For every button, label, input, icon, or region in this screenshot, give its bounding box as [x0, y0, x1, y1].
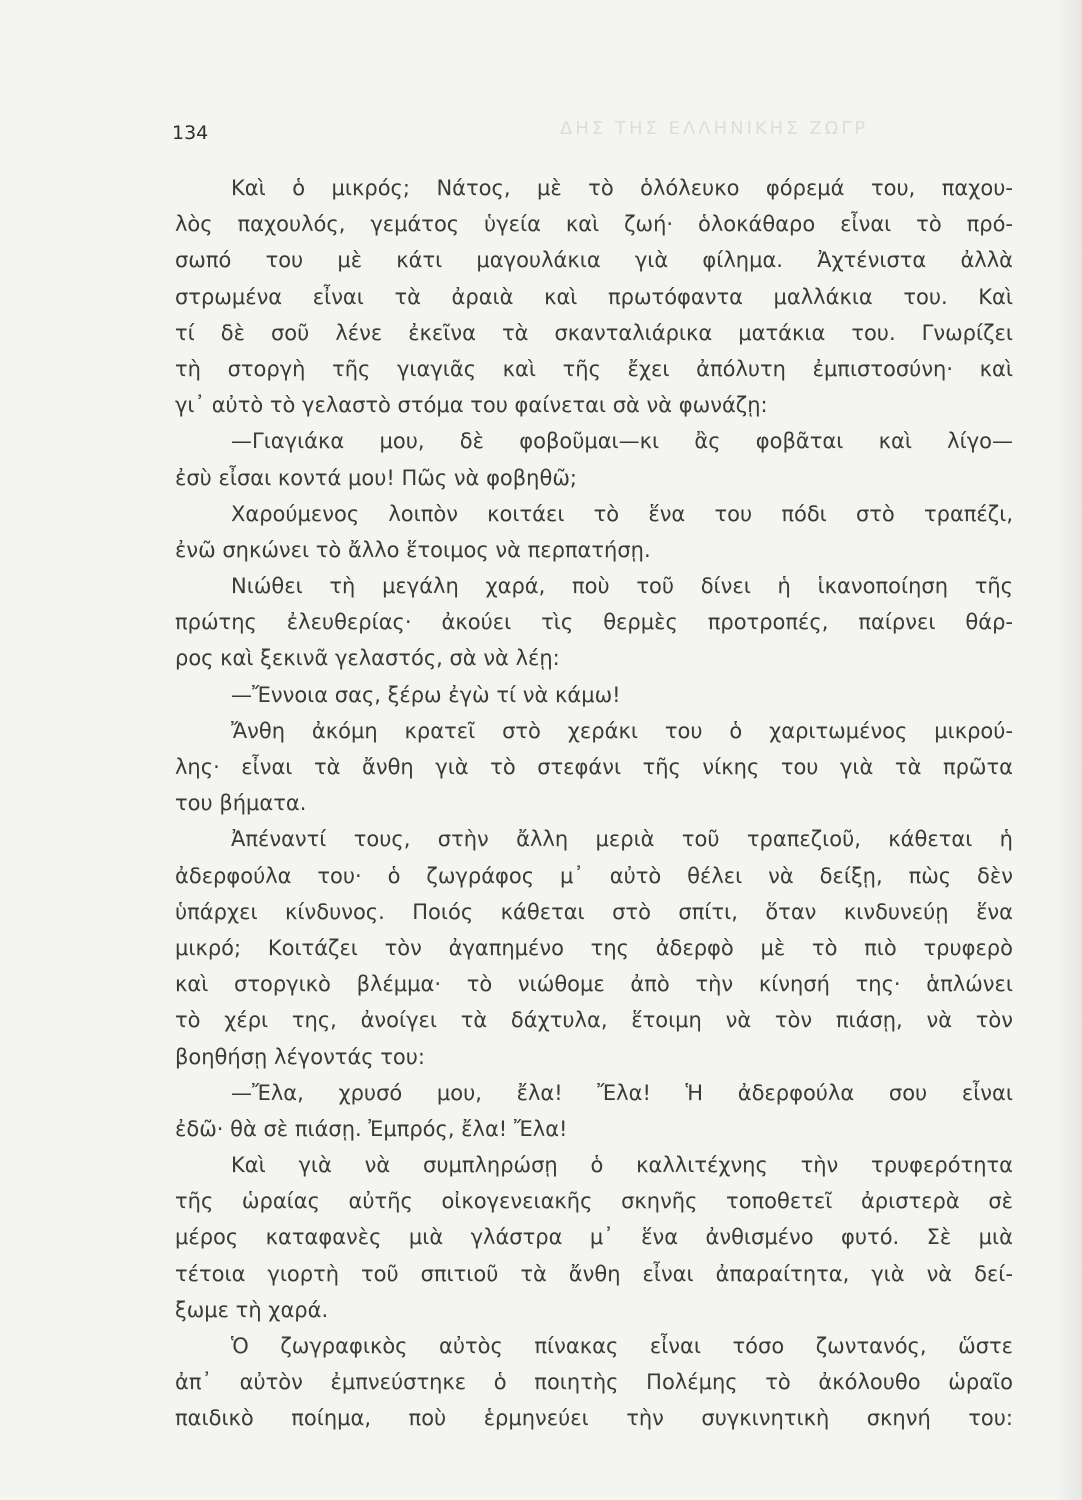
text-line: Ὁ ζωγραφικὸς αὐτὸς πίνακας εἶναι τόσο ζωντανός, ὥστε: [231, 1334, 1013, 1358]
text-line: ξωμε τὴ χαρά.: [175, 1297, 329, 1322]
text-line: παιδικὸ ποίημα, ποὺ ἑρμηνεύει τὴν συγκινητικὴ σκηνή του:: [175, 1406, 1013, 1431]
body-text: [175, 170, 1013, 1437]
text-line: Χαρούμενος λοιπὸν κοιτάει τὸ ἕνα του πόδι στὸ τραπέζι,: [231, 501, 1013, 526]
text-line: —Ἔννοια σας, ξέρω ἐγὼ τί νὰ κάμω!: [231, 682, 621, 707]
text-line: Ἀπέναντί τους, στὴν ἄλλη μεριὰ τοῦ τραπεζιοῦ, κάθεται ἡ: [231, 827, 1013, 852]
text-line: καὶ στοργικὸ βλέμμα· τὸ νιώθομε ἀπὸ τὴν κίνησή της· ἁπλώνει: [175, 972, 1013, 997]
text-line: στρωμένα εἶναι τὰ ἀραιὰ καὶ πρωτόφαντα μαλλάκια του. Καὶ: [175, 284, 1013, 309]
text-line: μικρό; Κοιτάζει τὸν ἀγαπημένο της ἀδερφὸ μὲ τὸ πιὸ τρυφερὸ: [175, 935, 1013, 960]
text-line: του βήματα.: [175, 791, 307, 816]
page-number: 134: [172, 122, 209, 144]
text-line: Νιώθει τὴ μεγάλη χαρά, ποὺ τοῦ δίνει ἡ ἱκανοποίηση τῆς: [231, 574, 1013, 599]
text-line: βοηθήσῃ λέγοντάς του:: [175, 1044, 426, 1069]
text-line: ἀδερφούλα του· ὁ ζωγράφος μ᾿ αὐτὸ θέλει νὰ δείξῃ, πὼς δὲν: [175, 863, 1013, 888]
text-line: τὸ χέρι της, ἀνοίγει τὰ δάχτυλα, ἕτοιμη νὰ τὸν πιάσῃ, νὰ τὸν: [175, 1008, 1013, 1033]
text-line: λης· εἶναι τὰ ἄνθη γιὰ τὸ στεφάνι τῆς νίκης του γιὰ τὰ πρῶτα: [175, 755, 1013, 779]
text-line: λὸς παχουλός, γεμάτος ὑγεία καὶ ζωή· ὁλοκάθαρο εἶναι τὸ πρό-: [175, 212, 1013, 237]
text-line: σωπό του μὲ κάτι μαγουλάκια γιὰ φίλημα. Ἀχτένιστα ἀλλὰ: [175, 248, 1013, 273]
text-line: πρώτης ἐλευθερίας· ἀκούει τὶς θερμὲς προτροπές, παίρνει θάρ-: [175, 610, 1013, 635]
text-line: —Γιαγιάκα μου, δὲ φοβοῦμαι—κι ἂς φοβᾶται καὶ λίγο—: [231, 429, 1013, 454]
page-edge-shadow: [1056, 0, 1082, 1500]
text-line: —Ἔλα, χρυσό μου, ἔλα! Ἔλα! Ἡ ἀδερφούλα σου εἶναι: [231, 1080, 1013, 1105]
text-line: Καὶ γιὰ νὰ συμπληρώσῃ ὁ καλλιτέχνης τὴν τρυφερότητα: [231, 1153, 1013, 1178]
text-line: μέρος καταφανὲς μιὰ γλάστρα μ᾿ ἕνα ἀνθισμένο φυτό. Σὲ μιὰ: [175, 1225, 1013, 1250]
text-line: γι᾿ αὐτὸ τὸ γελαστὸ στόμα του φαίνεται σὰ νὰ φωνάζῃ:: [175, 393, 768, 418]
text-line: τί δὲ σοῦ λένε ἐκεῖνα τὰ σκανταλιάρικα ματάκια του. Γνωρίζει: [175, 320, 1013, 345]
bleed-through-heading: ΔΗΣ ΤΗΣ ΕΛΛΗΝΙΚΗΣ ΖΩΓΡ: [560, 118, 869, 139]
text-line: Καὶ ὁ μικρός; Νάτος, μὲ τὸ ὁλόλευκο φόρεμά του, παχου-: [231, 176, 1013, 200]
text-line: τὴ στοργὴ τῆς γιαγιᾶς καὶ τῆς ἔχει ἀπόλυτη ἐμπιστοσύνη· καὶ: [175, 356, 1013, 381]
text-line: ρος καὶ ξεκινᾶ γελαστός, σὰ νὰ λέῃ:: [175, 646, 560, 671]
text-line: Ἄνθη ἀκόμη κρατεῖ στὸ χεράκι του ὁ χαριτωμένος μικρού-: [231, 718, 1013, 743]
text-line: ἐσὺ εἶσαι κοντά μου! Πῶς νὰ φοβηθῶ;: [175, 465, 577, 490]
text-line: ἐδῶ· θὰ σὲ πιάσῃ. Ἐμπρός, ἔλα! Ἔλα!: [175, 1116, 568, 1141]
text-line: τῆς ὡραίας αὐτῆς οἰκογενειακῆς σκηνῆς τοποθετεῖ ἀριστερὰ σὲ: [175, 1189, 1013, 1214]
text-line: ὑπάρχει κίνδυνος. Ποιός κάθεται στὸ σπίτι, ὅταν κινδυνεύῃ ἕνα: [175, 899, 1013, 924]
text-line: ἐνῶ σηκώνει τὸ ἄλλο ἕτοιμος νὰ περπατήσῃ.: [175, 537, 651, 562]
text-line: τέτοια γιορτὴ τοῦ σπιτιοῦ τὰ ἄνθη εἶναι ἀπαραίτητα, γιὰ νὰ δεί-: [175, 1261, 1013, 1286]
text-line: ἀπ᾿ αὐτὸν ἐμπνεύστηκε ὁ ποιητὴς Πολέμης τὸ ἀκόλουθο ὡραῖο: [175, 1370, 1013, 1395]
